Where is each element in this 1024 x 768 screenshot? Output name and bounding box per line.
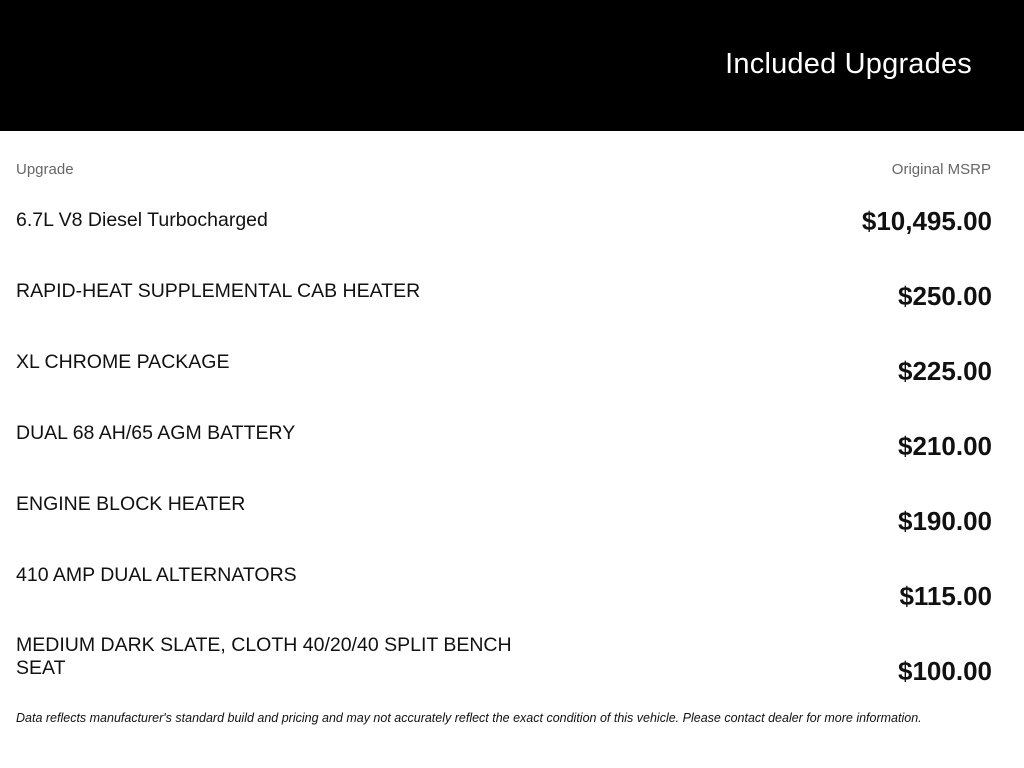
upgrade-price: $210.00 bbox=[898, 431, 992, 461]
upgrade-price: $225.00 bbox=[898, 356, 992, 386]
upgrade-price: $115.00 bbox=[899, 581, 992, 611]
upgrade-name: ENGINE BLOCK HEATER bbox=[16, 493, 246, 515]
upgrade-name: XL CHROME PACKAGE bbox=[16, 351, 230, 373]
upgrade-name: RAPID-HEAT SUPPLEMENTAL CAB HEATER bbox=[16, 280, 421, 302]
disclaimer-text: Data reflects manufacturer's standard build and pricing and may not accurately reflect the exact condition of this vehicle. Please contact dealer for more information. bbox=[16, 711, 922, 725]
upgrade-price: $190.00 bbox=[898, 506, 992, 536]
upgrade-name: 410 AMP DUAL ALTERNATORS bbox=[16, 564, 297, 586]
msrp-column-header: Original MSRP bbox=[891, 161, 991, 178]
page-title: Included Upgrades bbox=[725, 48, 972, 80]
upgrade-price: $100.00 bbox=[898, 656, 992, 686]
upgrade-name: MEDIUM DARK SLATE, CLOTH 40/20/40 SPLIT BENCH SEAT bbox=[16, 634, 512, 679]
upgrade-column-header: Upgrade bbox=[16, 161, 74, 178]
header-bar bbox=[0, 0, 1024, 131]
upgrade-price: $10,495.00 bbox=[861, 206, 992, 236]
upgrade-name: 6.7L V8 Diesel Turbocharged bbox=[16, 209, 268, 231]
upgrade-price: $250.00 bbox=[898, 281, 992, 311]
upgrade-name: DUAL 68 AH/65 AGM BATTERY bbox=[16, 422, 296, 444]
